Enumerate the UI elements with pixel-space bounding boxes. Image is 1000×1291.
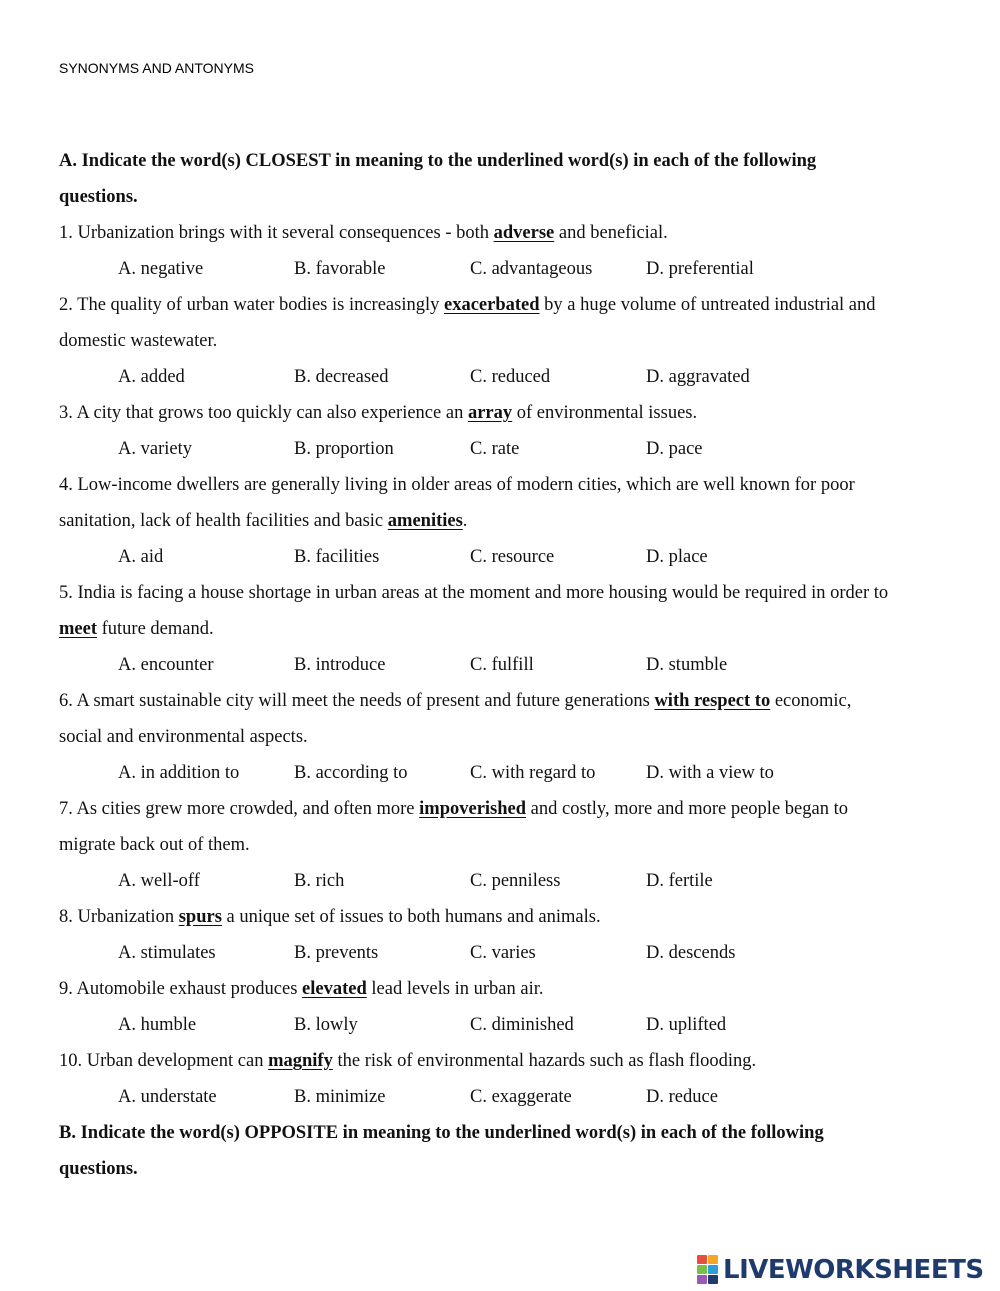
option-a[interactable]: A. variety (118, 439, 192, 459)
question-6: 6. A smart sustainable city will meet the needs of present and future generations with respect to economic, (59, 691, 852, 711)
options-10 (59, 1082, 949, 1118)
question-6-cont: social and environmental aspects. (59, 727, 308, 747)
option-a[interactable]: A. aid (118, 547, 164, 567)
option-b[interactable]: B. rich (294, 871, 345, 891)
options-2 (59, 362, 949, 398)
options-6 (59, 758, 949, 794)
option-c[interactable]: C. advantageous (470, 259, 593, 279)
underlined-word: with respect to (654, 691, 771, 711)
option-d[interactable]: D. place (646, 547, 708, 567)
question-9: 9. Automobile exhaust produces elevated lead levels in urban air. (59, 979, 544, 999)
option-b[interactable]: B. favorable (294, 259, 386, 279)
option-a[interactable]: A. well-off (118, 871, 200, 891)
option-d[interactable]: D. uplifted (646, 1015, 727, 1035)
question-4-cont: sanitation, lack of health facilities and basic amenities. (59, 511, 468, 531)
question-7-cont: migrate back out of them. (59, 835, 250, 855)
worksheet-body (59, 146, 949, 1190)
option-a[interactable]: A. humble (118, 1015, 197, 1035)
page-header: SYNONYMS AND ANTONYMS (59, 60, 255, 76)
option-b[interactable]: B. facilities (294, 547, 380, 567)
option-a[interactable]: A. negative (118, 259, 204, 279)
option-c[interactable]: C. diminished (470, 1015, 574, 1035)
logo-text: LIVEWORKSHEETS (723, 1255, 984, 1285)
option-a[interactable]: A. added (118, 367, 185, 387)
options-4 (59, 542, 949, 578)
section-b-heading-cont: questions. (59, 1159, 138, 1179)
section-a-heading-cont: questions. (59, 187, 138, 207)
option-a[interactable]: A. understate (118, 1087, 217, 1107)
option-b[interactable]: B. proportion (294, 439, 394, 459)
logo-blocks-icon (697, 1255, 719, 1285)
question-5: 5. India is facing a house shortage in urban areas at the moment and more housing would be required in order to (59, 583, 889, 603)
option-b[interactable]: B. minimize (294, 1087, 386, 1107)
underlined-word: meet (59, 619, 97, 639)
options-9 (59, 1010, 949, 1046)
option-d[interactable]: D. descends (646, 943, 736, 963)
option-d[interactable]: D. preferential (646, 259, 754, 279)
option-d[interactable]: D. stumble (646, 655, 728, 675)
options-3 (59, 434, 949, 470)
underlined-word: elevated (302, 979, 367, 999)
question-3: 3. A city that grows too quickly can also experience an array of environmental issues. (59, 403, 698, 423)
question-4: 4. Low-income dwellers are generally living in older areas of modern cities, which are well known for poor (59, 475, 855, 495)
option-b[interactable]: B. according to (294, 763, 408, 783)
options-5 (59, 650, 949, 686)
question-5-cont: meet future demand. (59, 619, 214, 639)
question-2-cont: domestic wastewater. (59, 331, 218, 351)
option-c[interactable]: C. fulfill (470, 655, 534, 675)
option-c[interactable]: C. with regard to (470, 763, 596, 783)
question-10: 10. Urban development can magnify the risk of environmental hazards such as flash flooding. (59, 1051, 757, 1071)
underlined-word: magnify (268, 1051, 333, 1071)
options-1 (59, 254, 949, 290)
option-c[interactable]: C. resource (470, 547, 555, 567)
options-7 (59, 866, 949, 902)
option-d[interactable]: D. with a view to (646, 763, 774, 783)
question-7: 7. As cities grew more crowded, and often more impoverished and costly, more and more people began to (59, 799, 848, 819)
option-b[interactable]: B. introduce (294, 655, 386, 675)
option-c[interactable]: C. rate (470, 439, 520, 459)
option-c[interactable]: C. penniless (470, 871, 561, 891)
underlined-word: amenities (387, 511, 463, 531)
question-8: 8. Urbanization spurs a unique set of issues to both humans and animals. (59, 907, 601, 927)
option-b[interactable]: B. prevents (294, 943, 379, 963)
underlined-word: spurs (178, 907, 222, 927)
question-1: 1. Urbanization brings with it several consequences - both adverse and beneficial. (59, 223, 668, 243)
option-c[interactable]: C. varies (470, 943, 536, 963)
option-b[interactable]: B. lowly (294, 1015, 358, 1035)
option-c[interactable]: C. exaggerate (470, 1087, 572, 1107)
liveworksheets-logo (697, 1253, 984, 1287)
option-d[interactable]: D. aggravated (646, 367, 750, 387)
underlined-word: impoverished (419, 799, 527, 819)
question-2: 2. The quality of urban water bodies is increasingly exacerbated by a huge volume of untreated industrial and (59, 295, 876, 315)
option-d[interactable]: D. fertile (646, 871, 713, 891)
section-a-heading: A. Indicate the word(s) CLOSEST in meaning to the underlined word(s) in each of the following (59, 151, 817, 171)
section-b-heading: B. Indicate the word(s) OPPOSITE in meaning to the underlined word(s) in each of the following (59, 1123, 824, 1143)
option-c[interactable]: C. reduced (470, 367, 551, 387)
options-8 (59, 938, 949, 974)
underlined-word: adverse (493, 223, 555, 243)
option-a[interactable]: A. stimulates (118, 943, 216, 963)
underlined-word: exacerbated (443, 295, 540, 315)
option-a[interactable]: A. in addition to (118, 763, 240, 783)
option-d[interactable]: D. reduce (646, 1087, 718, 1107)
option-a[interactable]: A. encounter (118, 655, 214, 675)
option-d[interactable]: D. pace (646, 439, 703, 459)
option-b[interactable]: B. decreased (294, 367, 389, 387)
underlined-word: array (467, 403, 513, 423)
